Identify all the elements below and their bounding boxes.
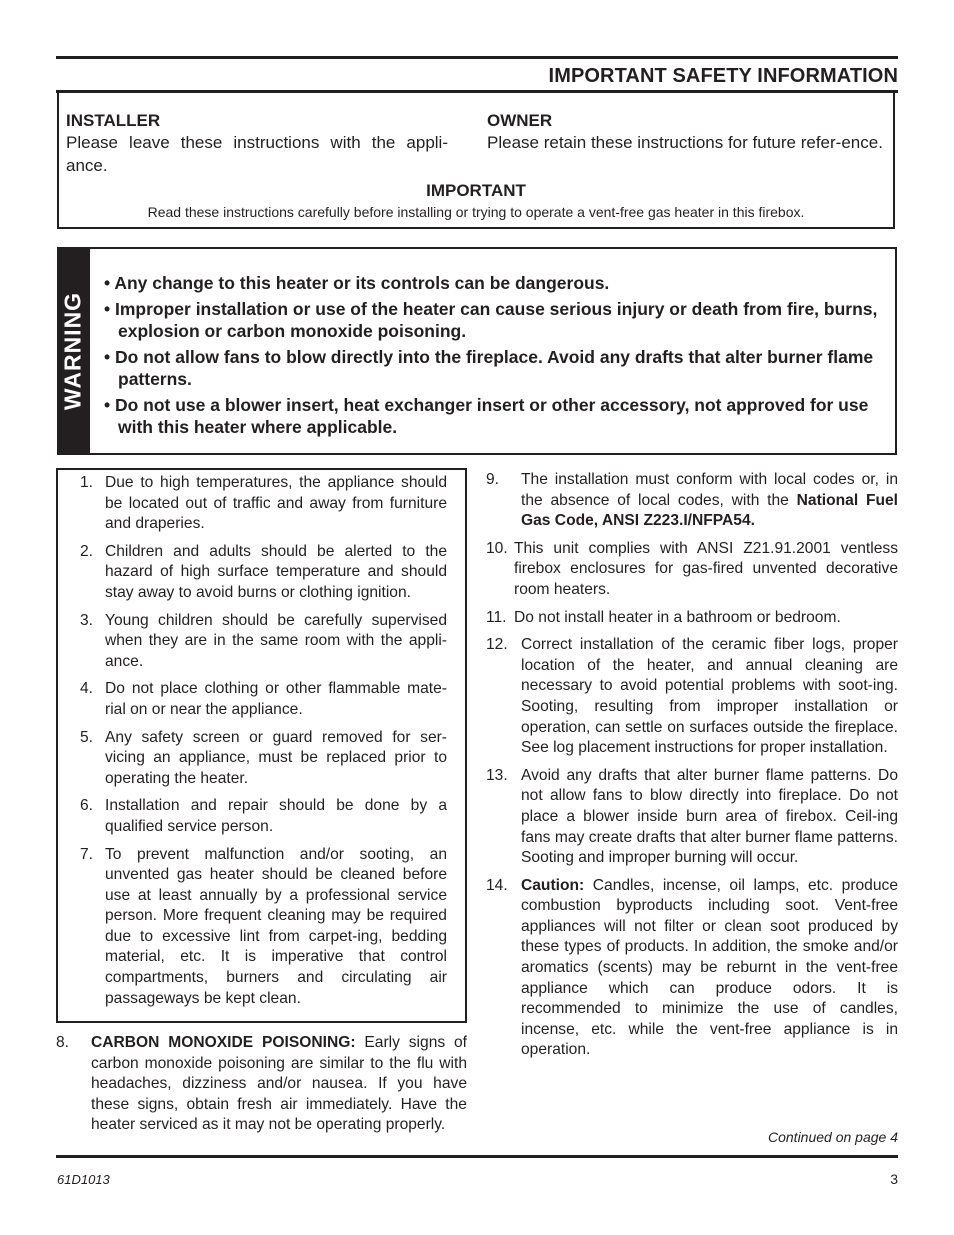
safety-list-left (80, 473, 447, 1016)
section-title: IMPORTANT SAFETY INFORMATION (548, 65, 898, 87)
item-body: Candles, incense, oil lamps, etc. produce combustion byproducts including soot. Vent-free appliances will not filter or clean soot produced by these types of products. In addition, the smoke and/or aromatics (scents) may be reburnt in the vent-free appliance which can produce odors. It is recommended to minimize the use of candles, incense, etc. while the vent-free appliance is in operation. (521, 876, 898, 1059)
item-text (521, 876, 898, 1061)
top-rule (56, 56, 898, 59)
item-number: 9. (486, 471, 500, 488)
item-bold-lead: CARBON MONOXIDE POISONING: (91, 1034, 356, 1051)
list-item (486, 470, 898, 532)
list-item (486, 608, 898, 629)
continued-note: Continued on page 4 (768, 1129, 898, 1145)
item-number: 5. (80, 728, 94, 746)
safety-list-right (486, 470, 898, 1068)
list-item (486, 539, 898, 601)
item-number: 8. (56, 1034, 70, 1051)
warning-item: • Do not allow fans to blow directly into the fireplace. Avoid any drafts that alter burner flame patterns. (104, 347, 874, 389)
list-item (80, 845, 447, 1010)
item-text: Young children should be carefully supervised when they are in the same room with the appli-ance. (105, 611, 447, 670)
item-number: 3. (80, 611, 94, 629)
item-text: To prevent malfunction and/or sooting, an unvented gas heater should be cleaned before use at least annually by a professional service person. More frequent cleaning may be required due to excessive lint from carpet-ing, bedding material, etc. It is imperative that control compartments, burners and circulating air passageways be kept clean. (105, 845, 447, 1007)
list-item (486, 876, 898, 1061)
warning-item: • Do not use a blower insert, heat exchanger insert or other accessory, not approved for use with this heater where applicable. (104, 395, 869, 437)
list-item (486, 635, 898, 759)
owner-heading: OWNER (487, 111, 553, 130)
item-text: Do not place clothing or other flammable mate-rial on or near the appliance. (105, 680, 447, 718)
important-text: Read these instructions carefully before installing or trying to operate a vent-free gas heater in this firebox. (147, 204, 805, 220)
bottom-rule (56, 1155, 898, 1158)
item-text: Do not install heater in a bathroom or bedroom. (514, 608, 841, 626)
warning-item: • Any change to this heater or its controls can be dangerous. (104, 273, 610, 293)
warning-list (104, 272, 884, 442)
list-item (80, 679, 447, 720)
installer-text: Please leave these instructions with the appli-ance. (66, 133, 448, 175)
item-text (91, 1033, 467, 1136)
owner-text: Please retain these instructions for future refer-ence. (487, 133, 883, 152)
item-text (521, 470, 898, 532)
warning-label: WARNING (59, 291, 86, 411)
warning-item: • Improper installation or use of the heater can cause serious injury or death from fire, burns, explosion or carbon monoxide poisoning. (104, 299, 878, 341)
item-text: Avoid any drafts that alter burner flame patterns. Do not allow fans to blow directly into fireplace. Do not place a blower inside burn area of firebox. Ceil-ing fans may create drafts that alter burner flame patterns. Sooting and improper burning will occur. (521, 766, 898, 867)
item-number: 1. (80, 474, 94, 491)
item-number: 10. (486, 539, 508, 557)
list-item (80, 728, 447, 790)
item-text: Any safety screen or guard removed for ser-vicing an appliance, must be replaced prior to operating the heater. (105, 728, 447, 787)
item-text: Correct installation of the ceramic fiber logs, proper location of the heater, and annual cleaning are necessary to avoid potential problems with soot-ing. Sooting, resulting from improper installation or operation, can settle on surfaces outside the fireplace. See log placement instructions for proper installation. (521, 636, 898, 757)
item-body: Early signs of carbon monoxide poisoning are similar to the flu with headaches, dizziness and/or nausea. If you have these signs, obtain fresh air immediately. Have the heater serviced as it may not be operating properly. (91, 1034, 468, 1134)
important-heading: IMPORTANT (426, 181, 526, 200)
item-number: 12. (486, 636, 508, 654)
owner-section (487, 111, 887, 154)
list-item (56, 1033, 467, 1136)
item-bold-lead: Caution: (521, 876, 585, 894)
list-item (80, 473, 447, 535)
item-number: 11. (486, 608, 507, 626)
item-text: This unit complies with ANSI Z21.91.2001 ventless firebox enclosures for gas-fired unvented decorative room heaters. (514, 539, 898, 598)
item-bold-tail: National Fuel Gas Code, ANSI Z223.I/NFPA54. (521, 491, 899, 530)
carbon-monoxide-item (56, 1033, 467, 1143)
item-number: 7. (80, 845, 94, 863)
item-number: 14. (486, 876, 508, 894)
item-body: The installation must conform with local codes or, in the absence of local codes, with the (521, 471, 898, 509)
list-item (80, 611, 447, 673)
list-item (80, 796, 447, 837)
list-item (486, 766, 898, 869)
item-number: 13. (486, 766, 508, 784)
page-number: 3 (890, 1171, 898, 1187)
list-item (80, 542, 447, 604)
item-text: Due to high temperatures, the appliance should be located out of traffic and away from furniture and draperies. (105, 474, 447, 533)
item-number: 4. (80, 680, 94, 698)
installer-section (66, 111, 448, 177)
item-number: 6. (80, 797, 94, 815)
installer-heading: INSTALLER (66, 111, 161, 130)
item-text: Installation and repair should be done by a qualified service person. (105, 797, 447, 835)
item-number: 2. (80, 542, 94, 560)
item-text: Children and adults should be alerted to the hazard of high surface temperature and should stay away to avoid burns or clothing ignition. (105, 542, 447, 601)
document-number: 61D1013 (57, 1172, 110, 1187)
